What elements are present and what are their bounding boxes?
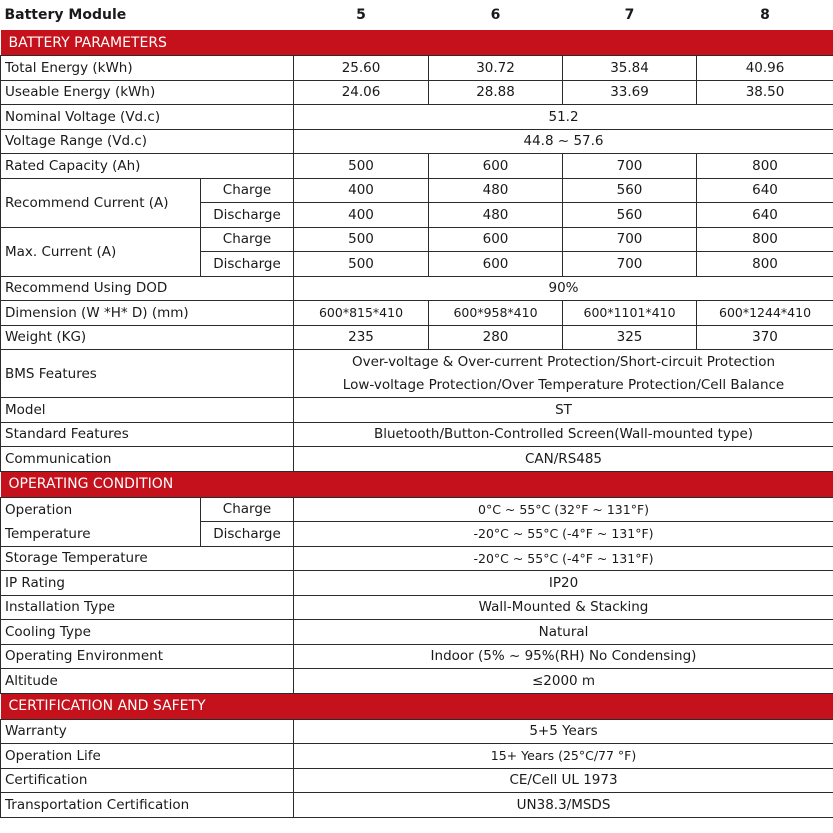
cell: 600*1101*410 <box>563 301 697 326</box>
row-communication <box>1 447 833 472</box>
cell: 38.50 <box>697 80 833 105</box>
sub-label: Charge <box>201 227 294 252</box>
header-label: Battery Module <box>4 7 127 23</box>
row-nominal-voltage <box>1 105 833 130</box>
row-recommend-current-charge <box>1 178 833 203</box>
row-warranty <box>1 719 833 744</box>
cell: -20°C ~ 55°C (-4°F ~ 131°F) <box>294 546 833 571</box>
row-total-energy <box>1 56 833 81</box>
row-label: Nominal Voltage (Vd.c) <box>1 105 294 130</box>
cell: Indoor (5% ~ 95%(RH) No Condensing) <box>294 644 833 669</box>
cell: Bluetooth/Button-Controlled Screen(Wall-mounted type) <box>294 422 833 447</box>
row-label: Recommend Using DOD <box>1 276 294 301</box>
cell: Over-voltage & Over-current Protection/Short-circuit Protection <box>294 350 833 374</box>
cell: 480 <box>429 203 563 228</box>
row-label: Operating Environment <box>1 644 294 669</box>
cell: 640 <box>697 203 833 228</box>
header-row <box>1 0 833 30</box>
cell: 280 <box>429 325 563 350</box>
cell: 600 <box>429 227 563 252</box>
row-label: Temperature <box>1 522 201 547</box>
cell: 0°C ~ 55°C (32°F ~ 131°F) <box>294 497 833 522</box>
row-label: Storage Temperature <box>1 546 294 571</box>
row-bms-1 <box>1 350 833 374</box>
cell: UN38.3/MSDS <box>294 793 833 818</box>
cell: 44.8 ~ 57.6 <box>294 129 833 154</box>
sub-label: Charge <box>201 497 294 522</box>
cell: 600*958*410 <box>429 301 563 326</box>
section-title: CERTIFICATION AND SAFETY <box>1 693 833 719</box>
row-ip-rating <box>1 571 833 596</box>
row-op-temp-charge <box>1 497 833 522</box>
row-label: Rated Capacity (Ah) <box>1 154 294 179</box>
cell: 700 <box>563 227 697 252</box>
cell: 560 <box>563 178 697 203</box>
row-label: Dimension (W *H* D) (mm) <box>1 301 294 326</box>
cell: 600*1244*410 <box>697 301 833 326</box>
cell: 40.96 <box>697 56 833 81</box>
row-label: Altitude <box>1 669 294 694</box>
cell: ST <box>294 398 833 423</box>
cell: 600*815*410 <box>294 301 429 326</box>
row-label: Transportation Certification <box>1 793 294 818</box>
cell: 560 <box>563 203 697 228</box>
cell: Low-voltage Protection/Over Temperature Protection/Cell Balance <box>294 374 833 398</box>
row-installation <box>1 595 833 620</box>
row-weight <box>1 325 833 350</box>
row-label: BMS Features <box>1 350 294 398</box>
row-label: IP Rating <box>1 571 294 596</box>
row-label: Operation Life <box>1 744 294 769</box>
row-transport-certification <box>1 793 833 818</box>
row-label: Communication <box>1 447 294 472</box>
row-certification <box>1 768 833 793</box>
cell: 700 <box>563 252 697 277</box>
header-col-8: 8 <box>760 7 770 23</box>
row-storage-temp <box>1 546 833 571</box>
cell: 500 <box>294 252 429 277</box>
cell: 25.60 <box>294 56 429 81</box>
cell: 24.06 <box>294 80 429 105</box>
cell: 800 <box>697 154 833 179</box>
cell: 700 <box>563 154 697 179</box>
row-label: Warranty <box>1 719 294 744</box>
row-dimension <box>1 301 833 326</box>
sub-label: Discharge <box>201 522 294 547</box>
cell: 28.88 <box>429 80 563 105</box>
row-operation-life <box>1 744 833 769</box>
cell: 800 <box>697 227 833 252</box>
cell: 51.2 <box>294 105 833 130</box>
row-label: Total Energy (kWh) <box>1 56 294 81</box>
row-label: Max. Current (A) <box>1 227 201 276</box>
row-useable-energy <box>1 80 833 105</box>
cell: 800 <box>697 252 833 277</box>
cell: 480 <box>429 178 563 203</box>
row-voltage-range <box>1 129 833 154</box>
cell: Wall-Mounted & Stacking <box>294 595 833 620</box>
row-label: Cooling Type <box>1 620 294 645</box>
cell: 400 <box>294 178 429 203</box>
row-label: Installation Type <box>1 595 294 620</box>
row-altitude <box>1 669 833 694</box>
sub-label: Discharge <box>201 203 294 228</box>
cell: 33.69 <box>563 80 697 105</box>
cell: ≤2000 m <box>294 669 833 694</box>
section-title: BATTERY PARAMETERS <box>1 30 833 56</box>
row-rated-capacity <box>1 154 833 179</box>
cell: -20°C ~ 55°C (-4°F ~ 131°F) <box>294 522 833 547</box>
cell: Natural <box>294 620 833 645</box>
cell: CE/Cell UL 1973 <box>294 768 833 793</box>
header-col-7: 7 <box>624 7 635 23</box>
cell: 235 <box>294 325 429 350</box>
cell: 325 <box>563 325 697 350</box>
row-dod <box>1 276 833 301</box>
cell: 640 <box>697 178 833 203</box>
cell: 500 <box>294 154 429 179</box>
section-battery-parameters <box>1 30 833 56</box>
cell: 600 <box>429 154 563 179</box>
cell: 370 <box>697 325 833 350</box>
row-op-temp-discharge <box>1 522 833 547</box>
row-label: Voltage Range (Vd.c) <box>1 129 294 154</box>
cell: IP20 <box>294 571 833 596</box>
cell: 600 <box>429 252 563 277</box>
row-label: Certification <box>1 768 294 793</box>
row-cooling <box>1 620 833 645</box>
row-label: Recommend Current (A) <box>1 178 201 227</box>
cell: 30.72 <box>429 56 563 81</box>
row-label: Weight (KG) <box>1 325 294 350</box>
header-col-6: 6 <box>490 7 501 23</box>
section-certification-safety <box>1 693 833 719</box>
row-label: Useable Energy (kWh) <box>1 80 294 105</box>
cell: 90% <box>294 276 833 301</box>
row-label: Model <box>1 398 294 423</box>
sub-label: Charge <box>201 178 294 203</box>
cell: 35.84 <box>563 56 697 81</box>
sub-label: Discharge <box>201 252 294 277</box>
row-label: Operation <box>1 497 201 522</box>
row-max-current-charge <box>1 227 833 252</box>
cell: 400 <box>294 203 429 228</box>
row-model <box>1 398 833 423</box>
cell: 500 <box>294 227 429 252</box>
cell: 5+5 Years <box>294 719 833 744</box>
cell: CAN/RS485 <box>294 447 833 472</box>
cell: 15+ Years (25°C/77 °F) <box>294 744 833 769</box>
row-environment <box>1 644 833 669</box>
section-title: OPERATING CONDITION <box>1 471 833 497</box>
row-label: Standard Features <box>1 422 294 447</box>
row-standard-features <box>1 422 833 447</box>
header-col-5: 5 <box>356 7 366 23</box>
section-operating-condition <box>1 471 833 497</box>
